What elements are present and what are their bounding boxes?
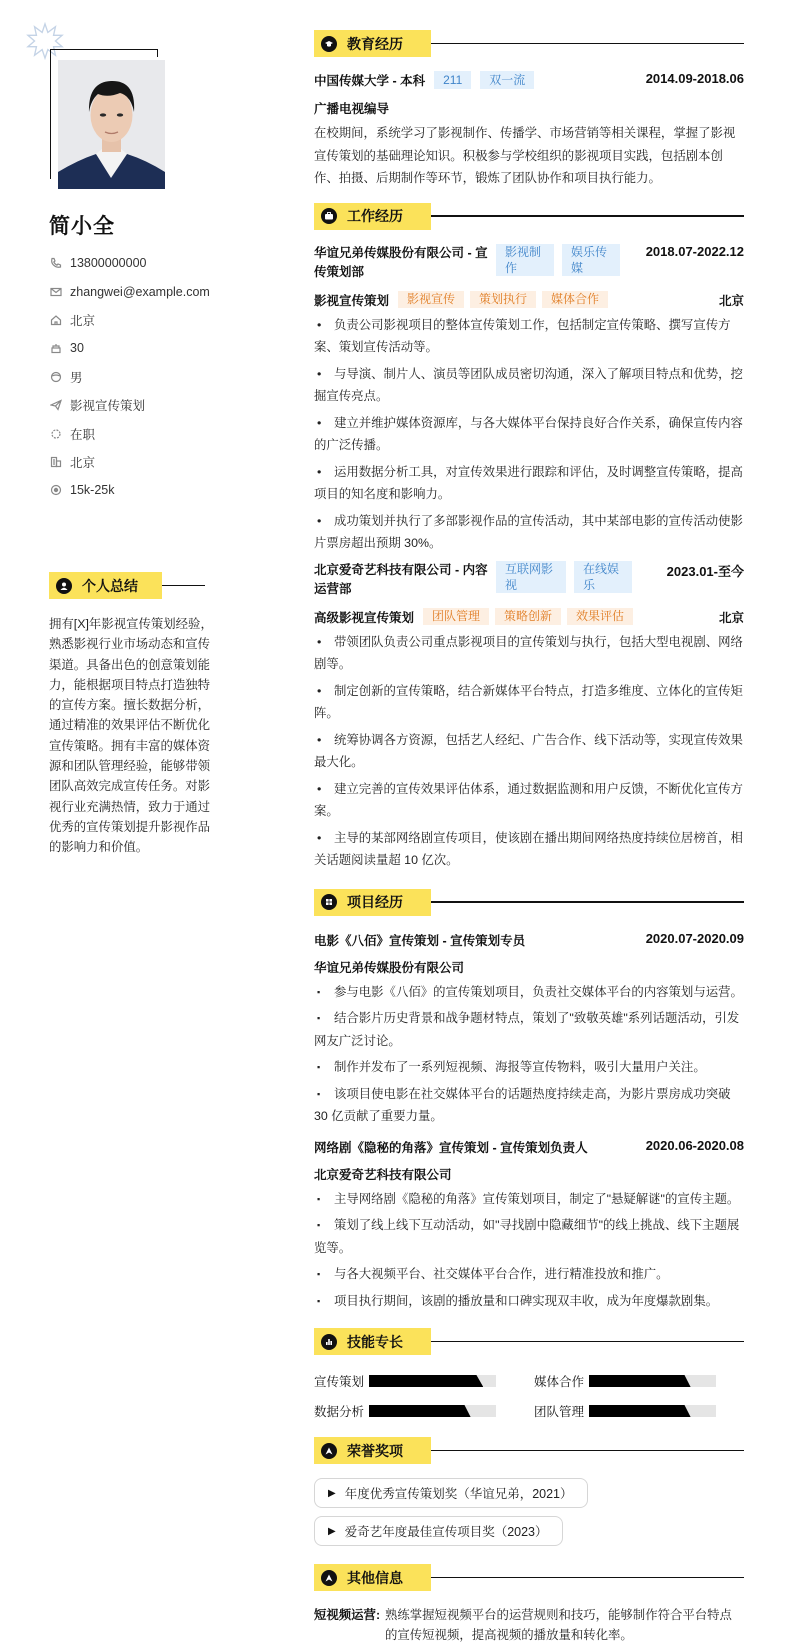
list-item: •运用数据分析工具，对宣传效果进行跟踪和评估，及时调整宣传策略，提高项目的知名度和影响力。 bbox=[314, 461, 744, 506]
job-entry bbox=[314, 244, 744, 555]
salary-icon bbox=[49, 483, 63, 497]
building-icon bbox=[49, 455, 63, 469]
list-item: ▪策划了线上线下互动活动，如"寻找剧中隐藏细节"的线上挑战、线下主题展览等。 bbox=[314, 1214, 744, 1259]
skill-item: 媒体合作 bbox=[534, 1371, 744, 1391]
contact-salary: 15k-25k bbox=[49, 476, 210, 504]
skill-bar bbox=[589, 1375, 716, 1387]
skill-item: 宣传策划 bbox=[314, 1371, 534, 1391]
section-divider bbox=[431, 1450, 744, 1452]
job-position: 影视宣传策划 bbox=[314, 293, 390, 308]
job-location: 北京 bbox=[718, 293, 744, 308]
section-title: 教育经历 bbox=[347, 35, 403, 52]
contact-work-city: 北京 bbox=[49, 448, 210, 476]
education-header bbox=[314, 71, 744, 89]
list-item: ▪主导网络剧《隐秘的角落》宣传策划项目，制定了"悬疑解谜"的宣传主题。 bbox=[314, 1188, 744, 1211]
graduation-cap-icon bbox=[321, 36, 337, 52]
left-column bbox=[0, 0, 290, 1648]
skill-tag: 策略创新 bbox=[495, 608, 561, 625]
section-header-projects bbox=[314, 889, 744, 916]
industry-tag: 互联网影视 bbox=[496, 561, 566, 593]
section-divider bbox=[431, 43, 744, 45]
section-divider bbox=[431, 215, 744, 217]
skill-bar bbox=[589, 1405, 716, 1417]
gender-icon bbox=[49, 370, 63, 384]
skill-bar bbox=[369, 1375, 496, 1387]
other-info-label: 短视频运营: bbox=[314, 1608, 381, 1622]
summary-text: 拥有[X]年影视宣传策划经验，熟悉影视行业市场动态和宣传渠道。具备出色的创意策划能力，能根据项目特点打造独特的宣传方案。擅长数据分析，通过精准的效果评估不断优化宣传策略。拥有丰富的媒体资源和团队管理经验，能够带领团队高效完成宣传任务。对影视行业充满热情，致力于通过优秀的宣传策划提升影视作品的影响力和价值。 bbox=[49, 617, 213, 855]
industry-tag: 娱乐传媒 bbox=[562, 244, 620, 276]
contact-age: 30 bbox=[49, 334, 210, 362]
contact-status: 在职 bbox=[49, 419, 210, 447]
project-company: 华谊兄弟传媒股份有限公司 bbox=[314, 960, 465, 975]
section-title: 工作经历 bbox=[347, 208, 403, 224]
company-name: 北京爱奇艺科技有限公司 - 内容运营部 bbox=[314, 562, 488, 596]
section-header-education bbox=[314, 30, 744, 57]
list-item: •建立并维护媒体资源库，与各大媒体平台保持良好合作关系，确保宣传内容的广泛传播。 bbox=[314, 412, 744, 457]
list-item: •制定创新的宣传策略，结合新媒体平台特点，打造多维度、立体化的宣传矩阵。 bbox=[314, 680, 744, 725]
skill-tag: 媒体合作 bbox=[542, 291, 608, 308]
project-name: 网络剧《隐秘的角落》宣传策划 - 宣传策划负责人 bbox=[314, 1140, 588, 1155]
industry-tag: 影视制作 bbox=[496, 244, 554, 276]
home-icon bbox=[49, 313, 63, 327]
avatar bbox=[58, 60, 165, 189]
list-item: ▪项目执行期间，该剧的播放量和口碑实现双丰收，成为年度爆款剧集。 bbox=[314, 1290, 744, 1313]
school-tag: 双一流 bbox=[480, 71, 534, 89]
section-divider bbox=[431, 1341, 744, 1343]
skill-item: 团队管理 bbox=[534, 1401, 744, 1421]
status-icon bbox=[49, 427, 63, 441]
right-column bbox=[314, 30, 744, 1645]
project-entry bbox=[314, 931, 744, 1128]
project-bullets bbox=[314, 1188, 744, 1313]
list-item: •建立完善的宣传效果评估体系，通过数据监测和用户反馈，不断优化宣传方案。 bbox=[314, 778, 744, 823]
job-bullets bbox=[314, 314, 744, 555]
section-title: 个人总结 bbox=[82, 577, 138, 594]
industry-tag: 在线娱乐 bbox=[574, 561, 632, 593]
contact-phone: 13800000000 bbox=[49, 249, 210, 277]
list-item: ▪制作并发布了一系列短视频、海报等宣传物料，吸引大量用户关注。 bbox=[314, 1056, 744, 1079]
grid-icon bbox=[321, 894, 337, 910]
contact-list bbox=[49, 249, 210, 505]
skill-tag: 效果评估 bbox=[567, 608, 633, 625]
project-company: 北京爱奇艺科技有限公司 bbox=[314, 1167, 452, 1182]
project-name: 电影《八佰》宣传策划 - 宣传策划专员 bbox=[314, 933, 526, 948]
list-item: •统筹协调各方资源，包括艺人经纪、广告合作、线下活动等，实现宣传效果最大化。 bbox=[314, 729, 744, 774]
job-position: 高级影视宣传策划 bbox=[314, 610, 415, 625]
contact-email: zhangwei@example.com bbox=[49, 277, 210, 305]
project-bullets bbox=[314, 981, 744, 1128]
skill-tag: 策划执行 bbox=[470, 291, 536, 308]
skill-bar bbox=[369, 1405, 496, 1417]
contact-gender: 男 bbox=[49, 363, 210, 391]
user-icon bbox=[56, 578, 72, 594]
project-entry bbox=[314, 1138, 744, 1313]
section-header-other bbox=[314, 1564, 744, 1591]
skill-tag: 影视宣传 bbox=[398, 291, 464, 308]
project-date: 2020.06-2020.08 bbox=[645, 1137, 744, 1153]
section-title: 荣誉奖项 bbox=[347, 1442, 403, 1459]
list-item: •主导的某部网络剧宣传项目，使该剧在播出期间网络热度持续位居榜首，相关话题阅读量超 10 亿次。 bbox=[314, 827, 744, 872]
section-title: 技能专长 bbox=[347, 1333, 403, 1350]
awards-list bbox=[314, 1478, 744, 1554]
mail-icon bbox=[49, 285, 63, 299]
skills-grid bbox=[314, 1371, 744, 1421]
major: 广播电视编导 bbox=[314, 102, 390, 116]
skill-item: 数据分析 bbox=[314, 1401, 534, 1421]
award-icon bbox=[321, 1443, 337, 1459]
contact-location: 北京 bbox=[49, 306, 210, 334]
list-item: •带领团队负责公司重点影视项目的宣传策划与执行，包括大型电视剧、网络剧等。 bbox=[314, 631, 744, 676]
award-item: ▶ 爱奇艺年度最佳宣传项目奖（2023） bbox=[314, 1516, 563, 1546]
section-divider bbox=[431, 901, 744, 903]
list-item: ▪结合影片历史背景和战争题材特点，策划了"致敬英雄"系列话题活动，引发网友广泛讨论。 bbox=[314, 1007, 744, 1052]
job-bullets bbox=[314, 631, 744, 872]
section-header-skills bbox=[314, 1328, 744, 1355]
award-item: ▶ 年度优秀宣传策划奖（华谊兄弟，2021） bbox=[314, 1478, 588, 1508]
section-title: 项目经历 bbox=[347, 894, 403, 910]
list-item: •负责公司影视项目的整体宣传策划工作，包括制定宣传策略、撰写宣传方案、策划宣传活动等。 bbox=[314, 314, 744, 359]
briefcase-icon bbox=[321, 208, 337, 224]
section-title: 其他信息 bbox=[347, 1569, 403, 1586]
bar-chart-icon bbox=[321, 1334, 337, 1350]
list-item: •成功策划并执行了多部影视作品的宣传活动，其中某部电影的宣传活动使影片票房超出预期 30%。 bbox=[314, 510, 744, 555]
education-date: 2014.09-2018.06 bbox=[645, 71, 744, 86]
job-entry bbox=[314, 561, 744, 872]
list-item: ▪与各大视频平台、社交媒体平台合作，进行精准投放和推广。 bbox=[314, 1263, 744, 1286]
section-header-summary bbox=[49, 572, 205, 599]
candidate-name: 简小全 bbox=[49, 215, 115, 238]
section-divider bbox=[431, 1577, 744, 1579]
triangle-right-icon: ▶ bbox=[328, 1487, 336, 1499]
other-info-item bbox=[314, 1605, 744, 1645]
school-tag: 211 bbox=[434, 71, 471, 89]
job-date: 2023.01-至今 bbox=[666, 563, 744, 579]
info-icon bbox=[321, 1570, 337, 1586]
list-item: •与导演、制片人、演员等团队成员密切沟通，深入了解项目特点和优势，挖掘宣传亮点。 bbox=[314, 363, 744, 408]
job-date: 2018.07-2022.12 bbox=[645, 243, 744, 259]
section-header-awards bbox=[314, 1437, 744, 1464]
other-info-text: 熟练掌握短视频平台的运营规则和技巧，能够制作符合平台特点的宣传短视频，提高视频的播放量和转化率。 bbox=[385, 1608, 732, 1642]
list-item: ▪参与电影《八佰》的宣传策划项目，负责社交媒体平台的内容策划与运营。 bbox=[314, 981, 744, 1004]
skill-tag: 团队管理 bbox=[423, 608, 489, 625]
age-icon bbox=[49, 341, 63, 355]
education-description: 在校期间，系统学习了影视制作、传播学、市场营销等相关课程，掌握了影视宣传策划的基础理论知识。积极参与学校组织的影视项目实践，包括剧本创作、拍摄、后期制作等环节，锻炼了团队协作和项目执行能力。 bbox=[314, 126, 736, 185]
section-header-work bbox=[314, 203, 744, 230]
project-date: 2020.07-2020.09 bbox=[645, 930, 744, 946]
school-name: 中国传媒大学 - 本科 bbox=[314, 74, 426, 88]
section-divider bbox=[162, 585, 205, 587]
phone-icon bbox=[49, 256, 63, 270]
job-location: 北京 bbox=[718, 610, 744, 625]
company-name: 华谊兄弟传媒股份有限公司 - 宣传策划部 bbox=[314, 245, 488, 279]
triangle-right-icon: ▶ bbox=[328, 1525, 336, 1537]
contact-position: 影视宣传策划 bbox=[49, 391, 210, 419]
list-item: ▪该项目使电影在社交媒体平台的话题热度持续走高，为影片票房成功突破 30 亿贡献了重要力量。 bbox=[314, 1083, 744, 1128]
send-icon bbox=[49, 398, 63, 412]
